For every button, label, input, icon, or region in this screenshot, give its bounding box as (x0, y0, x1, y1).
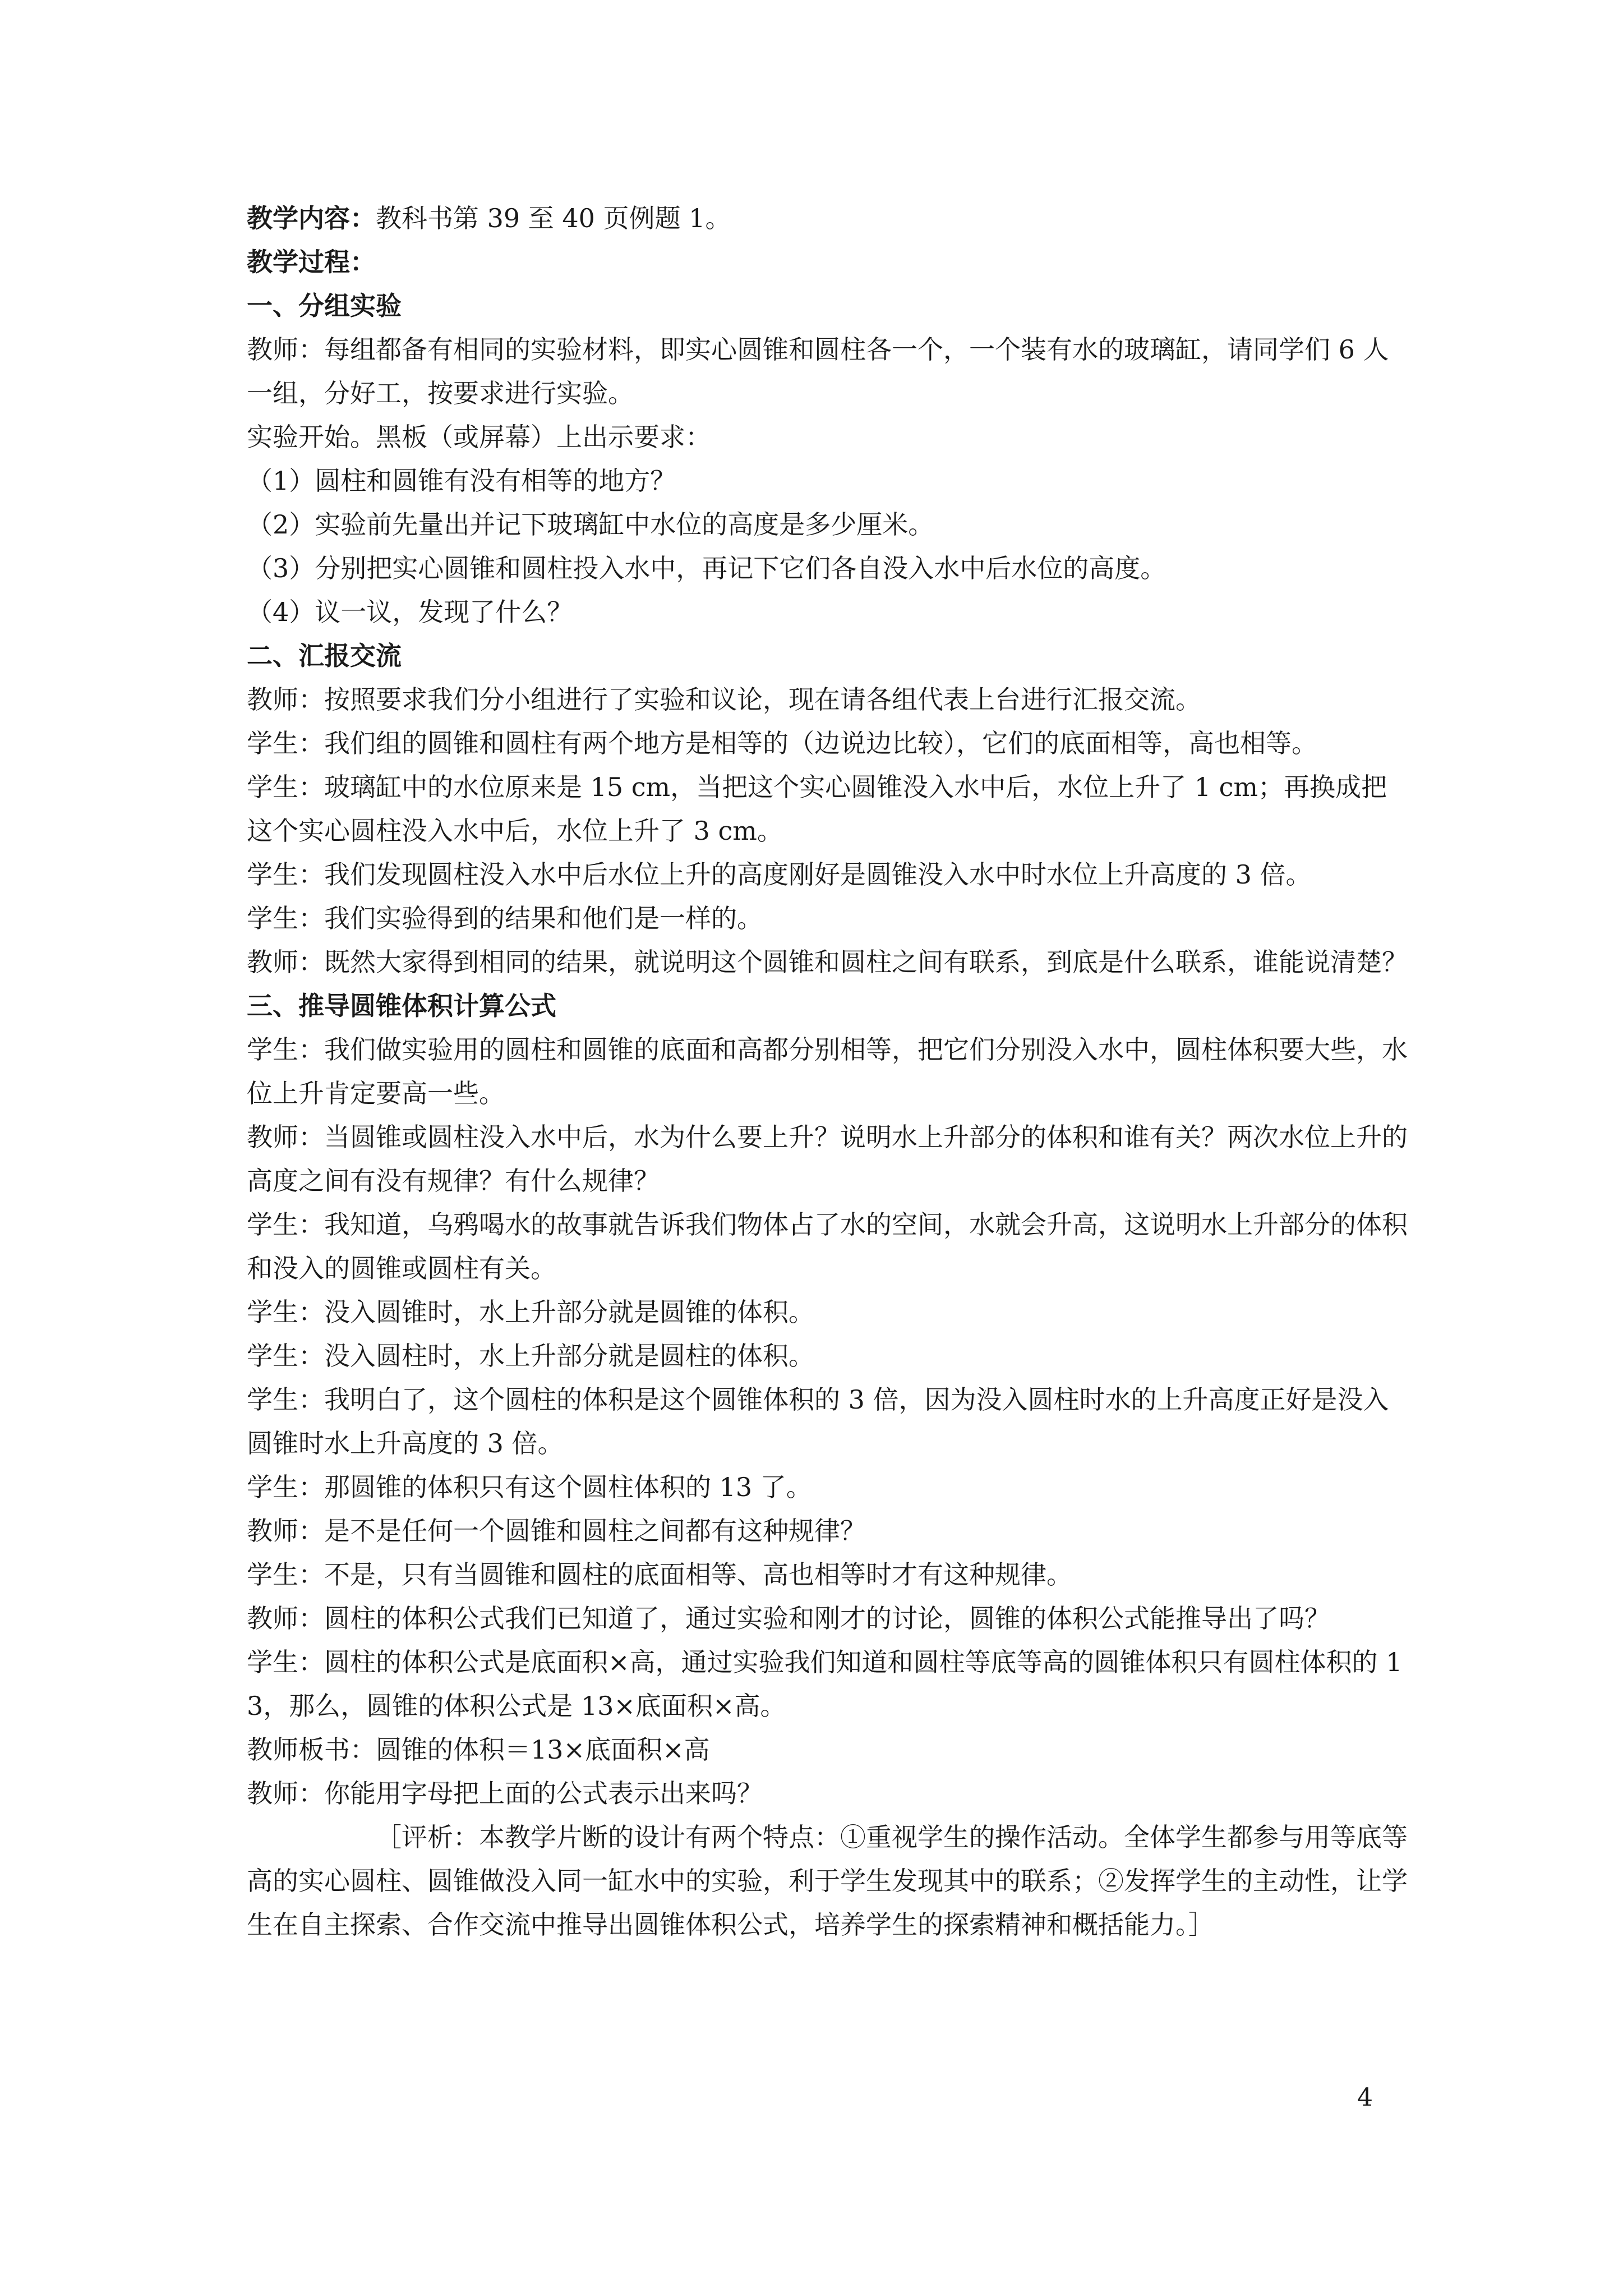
paragraph: 学生：不是，只有当圆锥和圆柱的底面相等、高也相等时才有这种规律。 (247, 1559, 1072, 1590)
paragraph: 学生：我明白了，这个圆柱的体积是这个圆锥体积的 3 倍，因为没入圆柱时水的上升高度正好是没入圆锥时水上升高度的 3 倍。 (247, 1384, 1389, 1458)
commentary: ［评析：本教学片断的设计有两个特点：①重视学生的操作活动。全体学生都参与用等底等高的实心圆柱、圆锥做没入同一缸水中的实验，利于学生发现其中的联系；②发挥学生的主动性，让学生在自主探索、合作交流中推导出圆锥体积公式，培养学生的探索精神和概括能力。］ (247, 1822, 1408, 1940)
list-item: （2）实验前先量出并记下玻璃缸中水位的高度是多少厘米。 (247, 509, 934, 540)
paragraph: 学生：我们组的圆锥和圆柱有两个地方是相等的（边说边比较），它们的底面相等，高也相等。 (247, 728, 1317, 758)
teaching-content-label: 教学内容： (247, 203, 376, 233)
paragraph: 学生：我们实验得到的结果和他们是一样的。 (247, 903, 763, 933)
paragraph: 学生：我们发现圆柱没入水中后水位上升的高度刚好是圆锥没入水中时水位上升高度的 3 倍。 (247, 859, 1312, 890)
paragraph: 教师：当圆锥或圆柱没入水中后，水为什么要上升？说明水上升部分的体积和谁有关？两次水位上升的高度之间有没有规律？有什么规律？ (247, 1122, 1408, 1196)
page-number: 4 (1357, 2083, 1373, 2112)
paragraph: 学生：我知道，乌鸦喝水的故事就告诉我们物体占了水的空间，水就会升高，这说明水上升部分的体积和没入的圆锥或圆柱有关。 (247, 1209, 1408, 1283)
paragraph: 学生：没入圆锥时，水上升部分就是圆锥的体积。 (247, 1297, 814, 1327)
section-heading: 三、推导圆锥体积计算公式 (247, 991, 556, 1021)
paragraph: 教师：圆柱的体积公式我们已知道了，通过实验和刚才的讨论，圆锥的体积公式能推导出了吗？ (247, 1603, 1330, 1634)
teaching-content-text: 教科书第 39 至 40 页例题 1。 (376, 203, 731, 233)
paragraph: 教师：每组都备有相同的实验材料，即实心圆锥和圆柱各一个，一个装有水的玻璃缸，请同学们 6 人一组，分好工，按要求进行实验。 (247, 334, 1389, 408)
paragraph: 学生：玻璃缸中的水位原来是 15 cm，当把这个实心圆锥没入水中后，水位上升了 1 cm；再换成把这个实心圆柱没入水中后，水位上升了 3 cm。 (247, 772, 1387, 846)
teaching-process-label: 教学过程： (247, 247, 376, 277)
list-item: （1）圆柱和圆锥有没有相等的地方？ (247, 466, 676, 496)
paragraph: 学生：没入圆柱时，水上升部分就是圆柱的体积。 (247, 1341, 814, 1371)
paragraph: 学生：圆柱的体积公式是底面积×高，通过实验我们知道和圆柱等底等高的圆锥体积只有圆柱体积的 13，那么，圆锥的体积公式是 13×底面积×高。 (247, 1647, 1403, 1721)
list-item: （3）分别把实心圆锥和圆柱投入水中，再记下它们各自没入水中后水位的高度。 (247, 553, 1166, 583)
paragraph: 教师：按照要求我们分小组进行了实验和议论，现在请各组代表上台进行汇报交流。 (247, 684, 1201, 715)
paragraph: 教师：你能用字母把上面的公式表示出来吗？ (247, 1778, 763, 1809)
paragraph: 学生：那圆锥的体积只有这个圆柱体积的 13 了。 (247, 1472, 812, 1502)
paragraph: 实验开始。黑板（或屏幕）上出示要求： (247, 422, 711, 452)
section-heading: 一、分组实验 (247, 291, 402, 321)
paragraph: 教师板书：圆锥的体积＝13×底面积×高 (247, 1734, 710, 1765)
paragraph: 教师：是不是任何一个圆锥和圆柱之间都有这种规律？ (247, 1516, 866, 1546)
section-heading: 二、汇报交流 (247, 641, 402, 671)
teaching-content-line (247, 196, 1408, 240)
list-item: （4）议一议，发现了什么？ (247, 597, 573, 627)
paragraph: 学生：我们做实验用的圆柱和圆锥的底面和高都分别相等，把它们分别没入水中，圆柱体积要大些，水位上升肯定要高一些。 (247, 1034, 1408, 1108)
paragraph: 教师：既然大家得到相同的结果，就说明这个圆锥和圆柱之间有联系，到底是什么联系，谁能说清楚？ (247, 947, 1408, 977)
document-body (247, 196, 1408, 1947)
